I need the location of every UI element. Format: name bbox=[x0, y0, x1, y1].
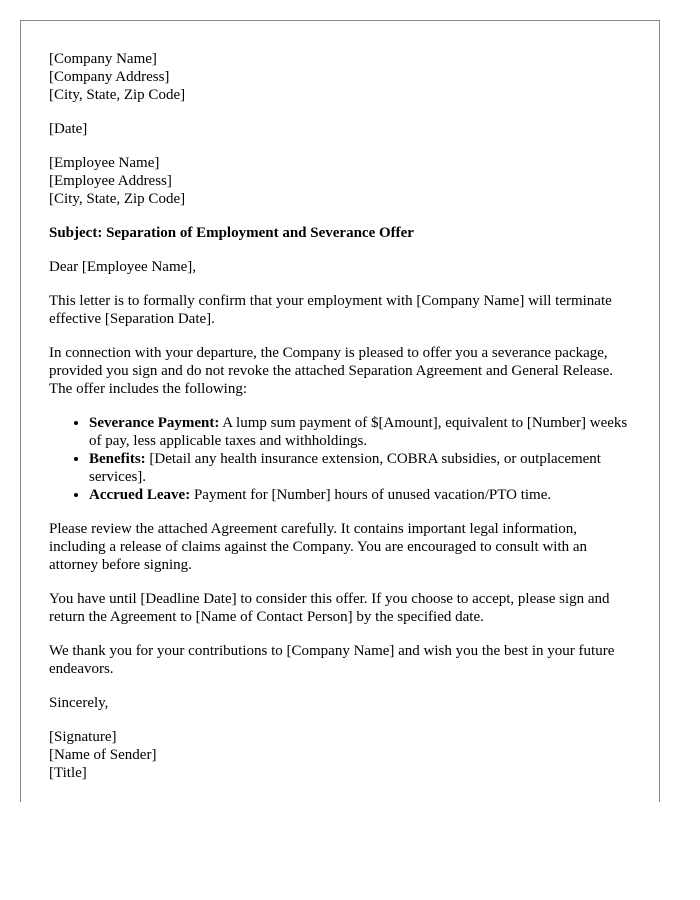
signature-line: [Signature] bbox=[49, 729, 117, 745]
sender-address bbox=[49, 50, 634, 104]
sender-name: [Name of Sender] bbox=[49, 747, 157, 763]
paragraph-termination: This letter is to formally confirm that your employment with [Company Name] will terminate effective [Separation Date]. bbox=[49, 293, 612, 327]
signature-block bbox=[49, 728, 634, 782]
offer-item-term: Benefits: bbox=[89, 451, 146, 467]
closing: Sincerely, bbox=[49, 695, 109, 711]
list-item bbox=[89, 486, 634, 504]
offer-item-text: [Detail any health insurance extension, COBRA subsidies, or outplacement services]. bbox=[89, 451, 601, 485]
offer-item-text: A lump sum payment of $[Amount], equivalent to [Number] weeks of pay, less applicable taxes and withholdings. bbox=[89, 415, 628, 449]
paragraph-review-agreement: Please review the attached Agreement carefully. It contains important legal information, including a release of claims against the Company. You are encouraged to consult with an attorney before signing. bbox=[49, 521, 588, 573]
recipient-address-line: [Employee Address] bbox=[49, 173, 172, 189]
recipient-name: [Employee Name] bbox=[49, 155, 160, 171]
salutation: Dear [Employee Name], bbox=[49, 259, 197, 275]
offer-item-term: Accrued Leave: bbox=[89, 487, 191, 503]
sender-company-name: [Company Name] bbox=[49, 51, 157, 67]
list-item bbox=[89, 450, 634, 486]
offer-item-term: Severance Payment: bbox=[89, 415, 220, 431]
sender-title: [Title] bbox=[49, 765, 87, 781]
letter-content bbox=[49, 50, 634, 798]
letter-subject: Subject: Separation of Employment and Severance Offer bbox=[49, 225, 414, 241]
recipient-address bbox=[49, 154, 634, 208]
sender-city-state-zip: [City, State, Zip Code] bbox=[49, 87, 186, 103]
letter-date: [Date] bbox=[49, 121, 88, 137]
list-item bbox=[89, 414, 634, 450]
letter-page bbox=[20, 20, 660, 802]
recipient-city-state-zip: [City, State, Zip Code] bbox=[49, 191, 186, 207]
paragraph-severance-offer: In connection with your departure, the Company is pleased to offer you a severance package, provided you sign and do not revoke the attached Separation Agreement and General Release. The offer includes the following: bbox=[49, 345, 613, 397]
paragraph-thanks: We thank you for your contributions to [Company Name] and wish you the best in your future endeavors. bbox=[49, 643, 615, 677]
offer-items-list bbox=[49, 414, 634, 504]
paragraph-deadline: You have until [Deadline Date] to consider this offer. If you choose to accept, please sign and return the Agreement to [Name of Contact Person] by the specified date. bbox=[49, 591, 610, 625]
offer-item-text: Payment for [Number] hours of unused vacation/PTO time. bbox=[190, 487, 552, 503]
sender-company-address: [Company Address] bbox=[49, 69, 170, 85]
